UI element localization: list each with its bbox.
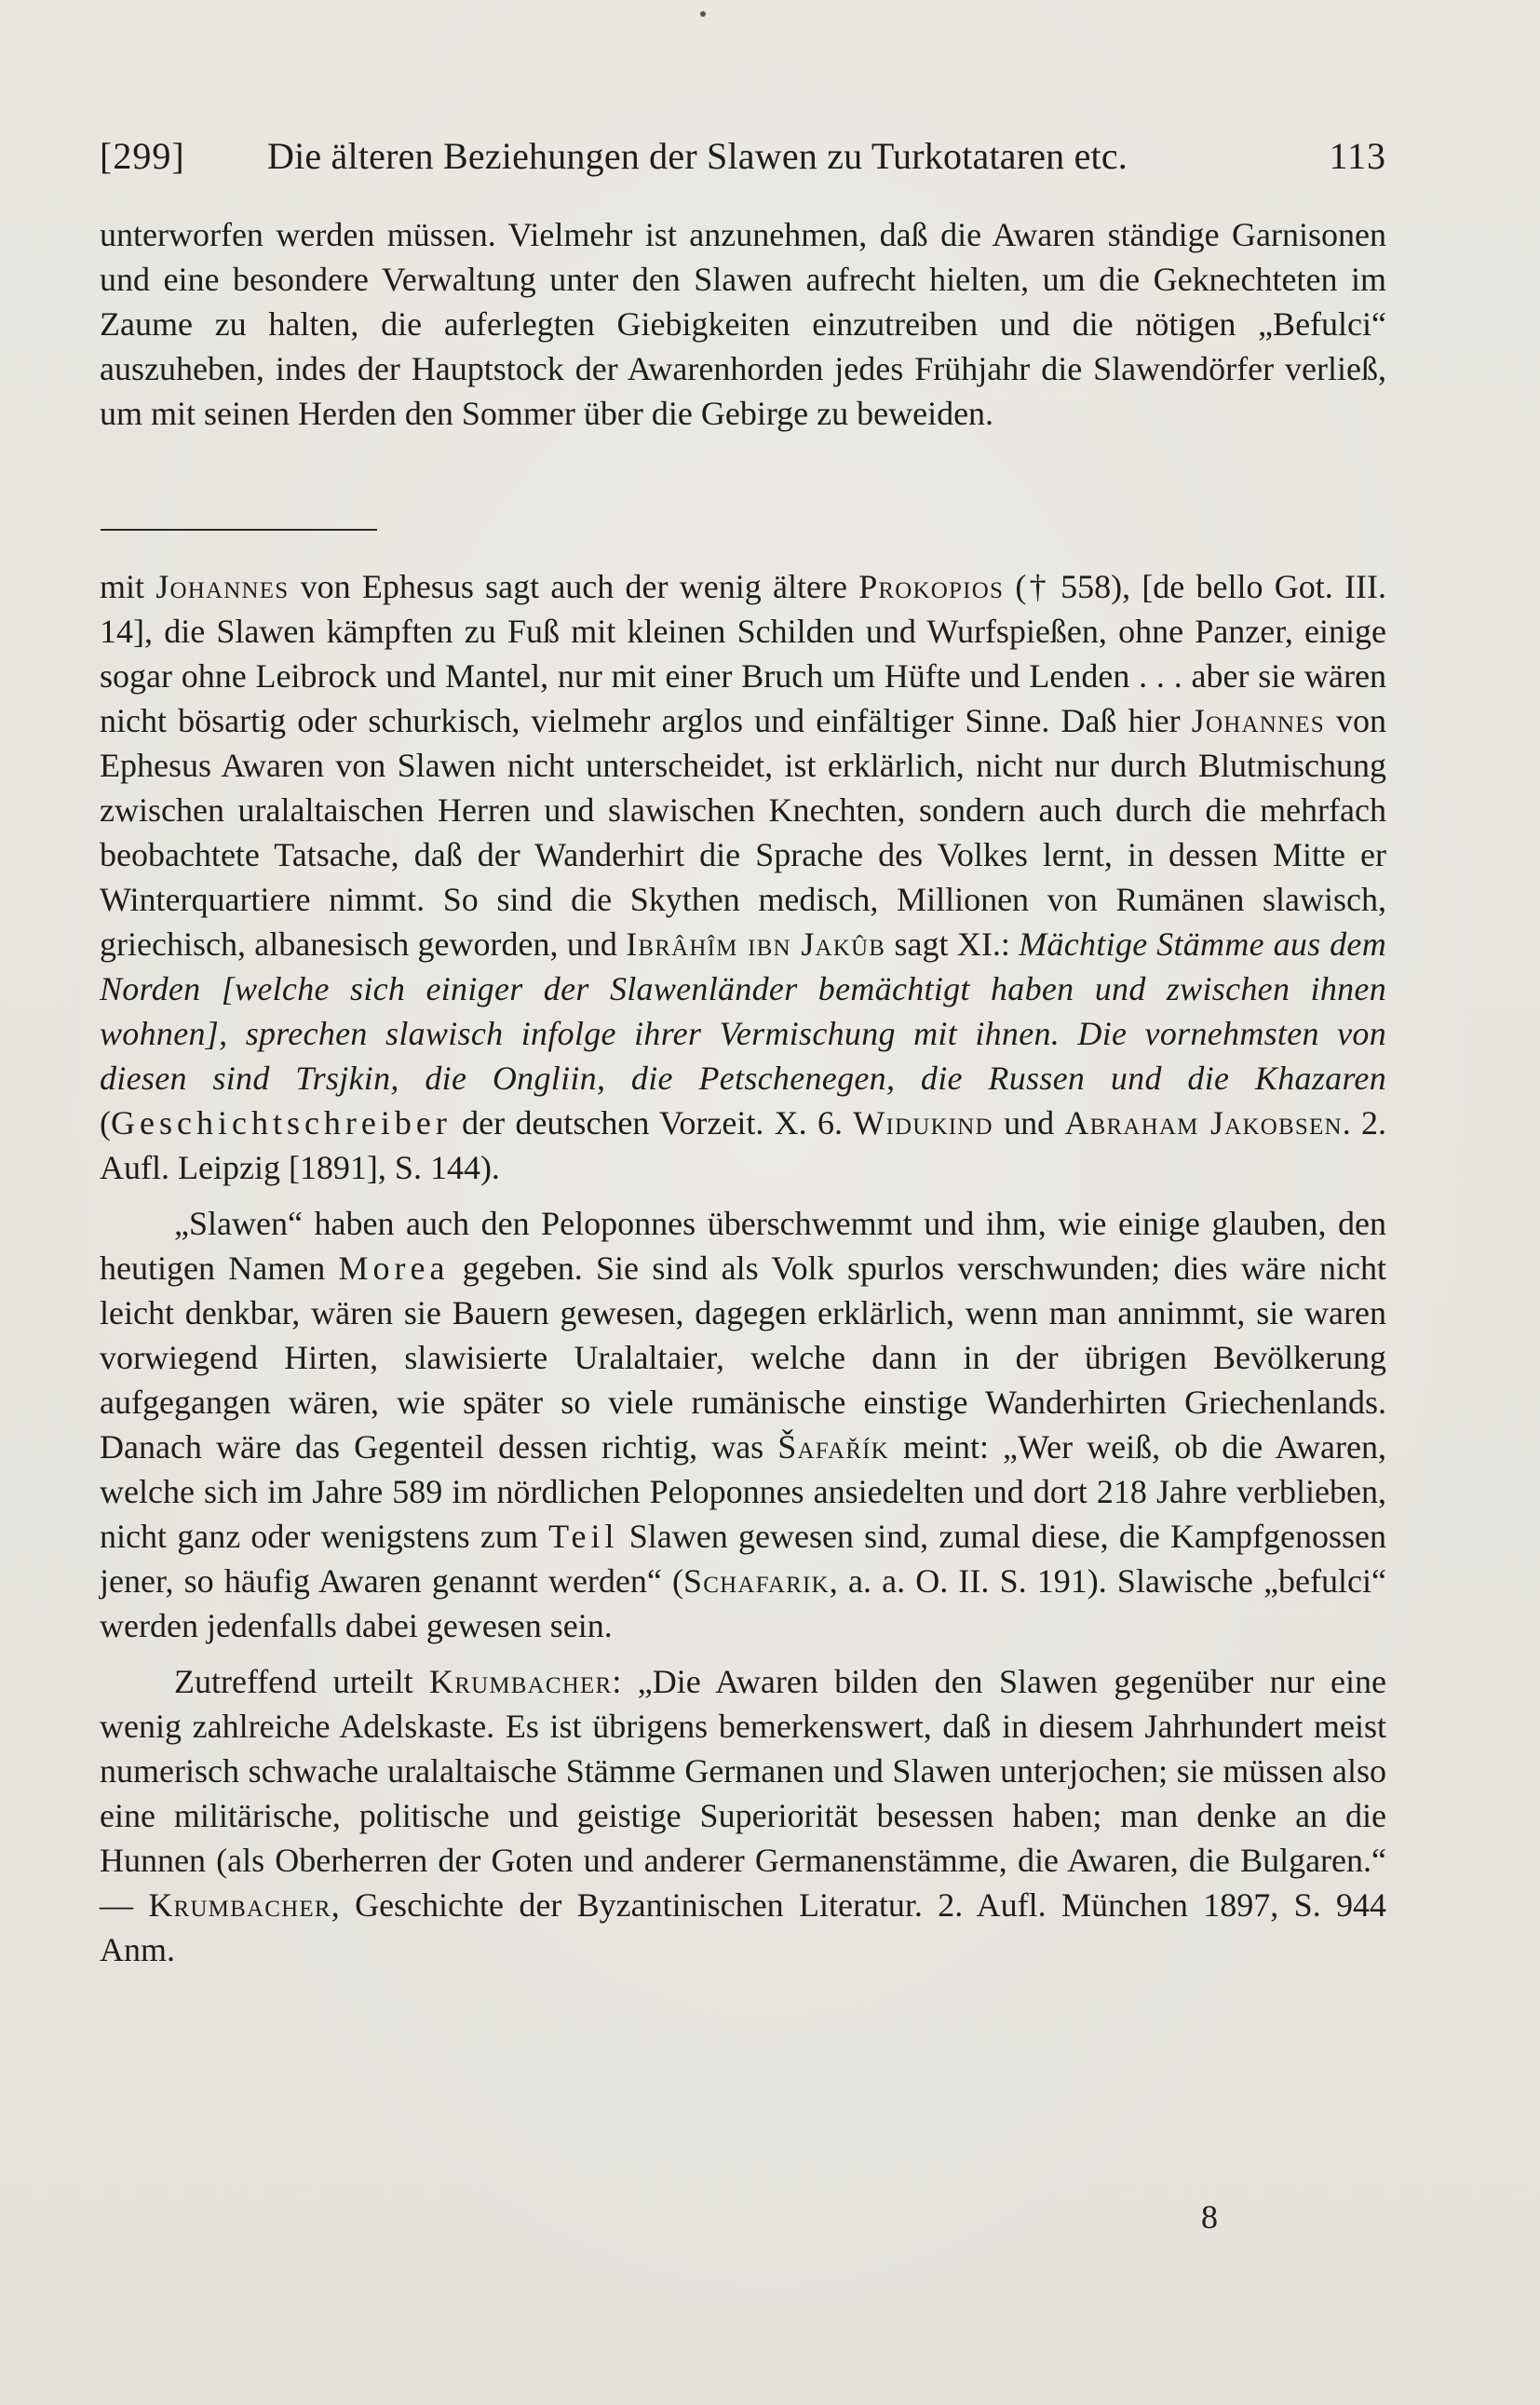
footnote-paragraph	[100, 564, 1386, 1190]
original-page-reference: [299]	[100, 135, 185, 177]
spaced-word: Teil	[548, 1518, 619, 1555]
text: . 2. Aufl. Leipzig [1891], S. 144).	[100, 1104, 1387, 1186]
text: Zutreffend urteilt	[174, 1663, 430, 1700]
spaced-title: Geschichtschreiber	[111, 1104, 452, 1142]
spaced-word: Morea	[338, 1250, 450, 1287]
text: sagt XI.:	[885, 926, 1020, 963]
author-name: Abraham Jakobsen	[1064, 1104, 1343, 1142]
running-header	[100, 130, 1386, 182]
text: : „Die Awaren bilden den Slawen gegenüber nur eine wenig zahlreiche Adelskaste. Es ist übrigens bemerkenswert, daß in diesem Jahrhundert meist numerisch schwache uralaltaische Stämme Germanen und Slawen unterjochen; sie müssen also eine militärische, politische und geistige Superiorität besessen haben; man denke an die Hunnen (als Oberherren der Goten und anderer Germanenstämme, die Awaren, die Bulgaren.“ —	[100, 1663, 1386, 1924]
text: (	[100, 1104, 111, 1142]
footnote-paragraph	[100, 1659, 1386, 1972]
text: und	[993, 1104, 1065, 1142]
footnote-section	[100, 564, 1386, 1972]
author-name: Schafarik	[683, 1562, 830, 1600]
footnote-paragraph	[100, 1201, 1386, 1648]
main-text: unterworfen werden müssen. Vielmehr ist anzunehmen, daß die Awaren ständige Garnisonen und eine besondere Verwaltung unter den Slawen aufrecht hielten, um die Geknechteten im Zaume zu halten, die auferlegten Giebigkeiten einzutreiben und die nötigen „Befulci“ auszuheben, indes der Hauptstock der Awarenhorden jedes Frühjahr die Slawendörfer verließ, um mit seinen Herden den Sommer über die Gebirge zu beweiden.	[100, 216, 1386, 432]
author-name: Johannes	[1191, 702, 1325, 739]
page-number: 113	[1329, 135, 1386, 177]
footnote-separator	[101, 529, 377, 531]
author-name: Šafařík	[777, 1428, 889, 1466]
text: von Ephesus sagt auch der wenig ältere	[289, 568, 859, 605]
text: mit	[100, 568, 156, 605]
text: meint: „Wer weiß, ob die Awaren, welche sich im Jahre 589 im nördlichen Peloponnes ansiedelten und dort 218 Jahre verblieben, nicht ganz oder wenigstens zum	[100, 1428, 1386, 1555]
author-name: Johannes	[155, 568, 290, 605]
printer-signature-mark: 8	[1201, 2198, 1218, 2236]
text: gegeben. Sie sind als Volk spurlos verschwunden; dies wäre nicht leicht denkbar, wären sie Bauern gewesen, dagegen erklärlich, wenn man annimmt, sie waren vorwiegend Hirten, slawisierte Uralaltaier, welche dann in der übrigen Bevölkerung aufgegangen wären, wie später so viele rumänische einstige Wanderhirten Griechenlands. Danach wäre das Gegenteil dessen richtig, was	[100, 1250, 1387, 1466]
text: , a. a. O. II. S. 191). Slawische „befulci“ werden jedenfalls dabei gewesen sein.	[100, 1562, 1386, 1644]
running-title: Die älteren Beziehungen der Slawen zu Turkotataren etc.	[267, 135, 1128, 177]
author-name: Krumbacher	[148, 1886, 331, 1924]
text: der deutschen Vorzeit. X. 6.	[451, 1104, 854, 1142]
text: „Slawen“ haben auch den Peloponnes überschwemmt und ihm, wie einige glauben, den heutigen Namen	[100, 1205, 1386, 1287]
author-name: Widukind	[853, 1104, 993, 1142]
author-name: Ibrâhîm ibn Jakûb	[626, 926, 886, 963]
text: , Geschichte der Byzantinischen Literatur. 2. Aufl. München 1897, S. 944 Anm.	[100, 1886, 1386, 1968]
author-name: Prokopios	[858, 568, 1005, 605]
text: († 558), [de bello Got. III. 14], die Slawen kämpften zu Fuß mit kleinen Schilden und Wurfspießen, ohne Panzer, einige sogar ohne Leibrock und Mantel, nur mit einer Bruch um Hüfte und Lenden . . . aber sie wären nicht bösartig oder schurkisch, vielmehr arglos und einfältiger Sinne. Daß hier	[100, 568, 1387, 739]
italic-quotation: Mächtige Stämme aus dem Norden [welche sich einiger der Slawenländer bemächtigt haben und zwischen ihnen wohnen], sprechen slawisch infolge ihrer Vermischung mit ihnen. Die vornehmsten von diesen sind Trsjkin, die Ongliin, die Petschenegen, die Russen und die Khazaren	[100, 926, 1386, 1097]
author-name: Krumbacher	[429, 1663, 613, 1700]
text: von Ephesus Awaren von Slawen nicht unterscheidet, ist erklärlich, nicht nur durch Blutmischung zwischen uralaltaischen Herren und slawischen Knechten, sondern auch durch die mehrfach beobachtete Tatsache, daß der Wanderhirt die Sprache des Volkes lernt, in dessen Mitte er Winterquartiere nimmt. So sind die Skythen medisch, Millionen von Rumänen slawisch, griechisch, albanesisch geworden, und	[100, 702, 1387, 963]
ink-dot	[700, 11, 706, 17]
text: Slawen gewesen sind, zumal diese, die Kampfgenossen jener, so häufig Awaren genannt werden“ (	[100, 1518, 1386, 1600]
